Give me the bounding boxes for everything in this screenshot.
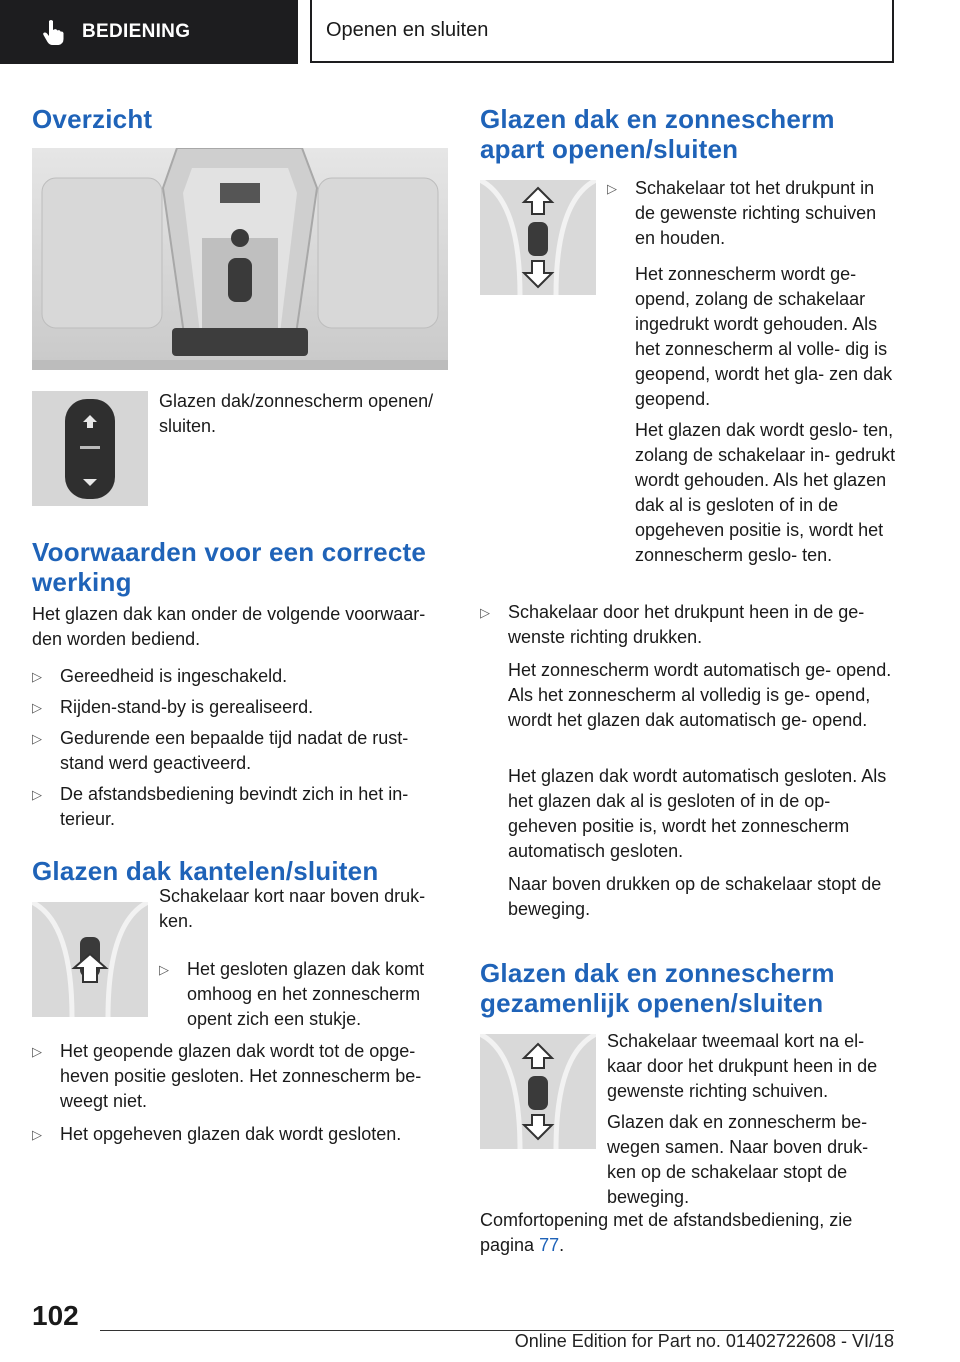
intro-kantelen: Schakelaar kort naar boven druk‐ ken.: [159, 886, 426, 931]
triangle-bullet-icon: ▷: [32, 731, 42, 746]
apart-item1-paragraph: Het zonnescherm wordt ge‐ opend, zolang de schakelaar ingedrukt wordt gehouden. Als het zonnescherm al volle‐ dig is geopend, wordt het gla‐ zen dak geopend.: [635, 264, 893, 409]
heading-voorwaarden: Voorwaarden voor een correcte werking: [32, 537, 427, 597]
page-number: 102: [32, 1300, 79, 1331]
edition-note: Online Edition for Part no. 01402722608 - VI/18: [514, 1331, 894, 1351]
list-item: ▷ Het geopende glazen dak wordt tot de opge‐ heven positie gesloten. Het zonnescherm be‐ weegt niet.: [32, 1041, 422, 1111]
switch-apart-image: [480, 180, 596, 295]
triangle-bullet-icon: ▷: [32, 1044, 42, 1059]
gezamenlijk-paragraph: Schakelaar tweemaal kort na el‐ kaar door het drukpunt heen in de gewenste richting schuiven.: [607, 1031, 878, 1101]
comfort-paragraph: Comfortopening met de afstandsbediening, zie pagina 77.: [480, 1210, 853, 1255]
list-item: ▷ De afstandsbediening bevindt zich in het in‐ terieur.: [32, 784, 409, 829]
apart-item2-paragraph: Naar boven drukken op de schakelaar stopt de beweging.: [508, 874, 882, 919]
page-link[interactable]: 77: [539, 1235, 560, 1255]
heading-apart: Glazen dak en zonnescherm apart openen/sluiten: [480, 104, 835, 164]
apart-item2-paragraph: Het zonnescherm wordt automatisch ge‐ opend. Als het zonnescherm al volledig is ge‐ opend, wordt het glazen dak automatisch ge‐ opend.: [508, 660, 892, 730]
section-tab: [0, 0, 298, 64]
triangle-bullet-icon: ▷: [32, 1127, 42, 1142]
apart-item1-paragraph: Het glazen dak wordt geslo‐ ten, zolang de schakelaar in‐ gedrukt wordt gehouden. Als het glazen dak al is gesloten of in de opgeheven positie is, wordt het zonnescherm geslo‐ ten.: [635, 420, 896, 565]
list-item: ▷ Rijden-stand-by is gerealiseerd.: [32, 695, 448, 720]
list-item: ▷ Gereedheid is ingeschakeld.: [32, 664, 448, 689]
heading-overzicht: Overzicht: [32, 104, 153, 134]
switch-closeup-image: [32, 391, 148, 506]
triangle-bullet-icon: ▷: [32, 787, 42, 802]
triangle-bullet-icon: ▷: [480, 605, 490, 620]
list-item: ▷ Het gesloten glazen dak komt omhoog en het zonnescherm opent zich een stukje.: [159, 959, 425, 1029]
gezamenlijk-paragraph: Glazen dak en zonnescherm be‐ wegen samen. Naar boven druk‐ ken op de schakelaar stopt de beweging.: [607, 1112, 869, 1207]
list-item: ▷ Het opgeheven glazen dak wordt gesloten.: [32, 1122, 448, 1147]
heading-kantelen: Glazen dak kantelen/sluiten: [32, 856, 379, 886]
intro-voorwaarden: Het glazen dak kan onder de volgende voorwaar‐ den worden bediend.: [32, 604, 426, 649]
apart-item2-paragraph: Het glazen dak wordt automatisch gesloten. Als het glazen dak al is gesloten of in de op‐ geheven positie is, wordt het zonnescherm automatisch gesloten.: [508, 766, 887, 861]
chapter-title: Openen en sluiten: [310, 0, 894, 63]
triangle-bullet-icon: ▷: [607, 181, 617, 196]
caption-overzicht: Glazen dak/zonnescherm openen/ sluiten.: [159, 391, 434, 436]
triangle-bullet-icon: ▷: [32, 700, 42, 715]
list-item: ▷ Gedurende een bepaalde tijd nadat de rust‐ stand werd geactiveerd.: [32, 728, 409, 773]
triangle-bullet-icon: ▷: [32, 669, 42, 684]
overhead-console-image: [32, 148, 448, 370]
list-item: ▷ Schakelaar tot het drukpunt in de gewenste richting schuiven en houden.: [607, 178, 877, 248]
triangle-bullet-icon: ▷: [159, 962, 169, 977]
hand-pointer-icon: [38, 17, 68, 47]
list-item: ▷ Schakelaar door het drukpunt heen in de ge‐ wenste richting drukken.: [480, 602, 865, 647]
heading-gezamenlijk: Glazen dak en zonnescherm gezamenlijk openen/sluiten: [480, 958, 835, 1018]
switch-tilt-image: [32, 902, 148, 1017]
section-label: BEDIENING: [82, 21, 191, 42]
